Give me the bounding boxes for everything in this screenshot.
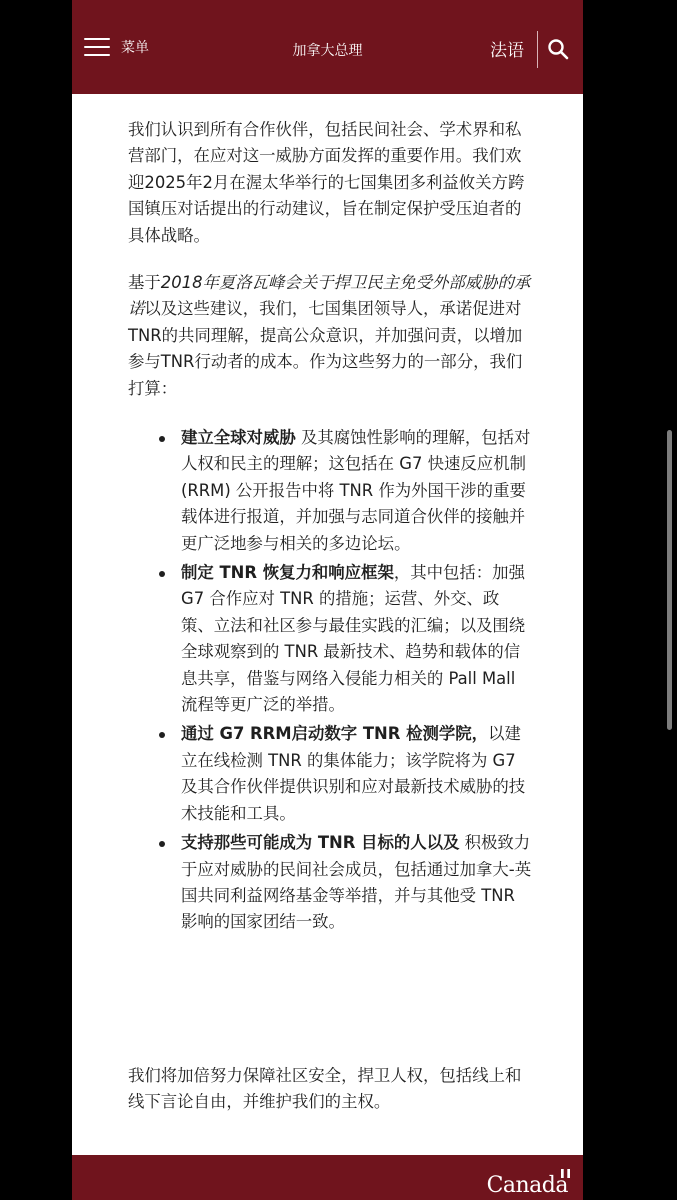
paragraph-closing: 我们将加倍努力保障社区安全，捍卫人权，包括线上和线下言论自由，并维护我们的主权。 xyxy=(128,1066,522,1112)
list-item-text: 及其腐蚀性影响的理解，包括对人权和民主的理解；这包括在 G7 快速反应机制 (RRM) 公开报告中将 TNR 作为外国干涉的重要载体进行报道，并加强与志同道合伙伴的接触并更广泛地参与相关的多边论坛。 xyxy=(181,428,531,553)
footer-bar xyxy=(72,1155,583,1200)
list-item xyxy=(128,830,532,936)
site-title-link[interactable]: 加拿大总理 xyxy=(292,43,363,59)
list-item xyxy=(128,425,532,557)
list-item xyxy=(128,560,532,718)
list-item-text: 以建立在线检测 TNR 的集体能力；该学院将为 G7 及其合作伙伴提供识别和应对最新技术威胁的技术技能和工具。 xyxy=(181,724,526,823)
search-icon[interactable] xyxy=(547,38,569,60)
list-item-bold: 制定 TNR 恢复力和响应框架 xyxy=(181,563,394,583)
paragraph-partners: 我们认识到所有合作伙伴，包括民间社会、学术界和私营部门，在应对这一威胁方面发挥的重要作用。我们欢迎2025年2月在渥太华举行的七国集团多利益攸关方跨国镇压对话提出的行动建议，旨在制定保护受压迫者的具体战略。 xyxy=(128,120,525,245)
top-navigation-bar xyxy=(72,0,583,94)
paragraph-commitment xyxy=(128,270,532,402)
language-toggle[interactable]: 法语 xyxy=(490,41,524,61)
list-item-bold: 支持那些可能成为 TNR 目标的人以及 xyxy=(181,833,460,853)
list-item xyxy=(128,721,532,827)
hamburger-icon xyxy=(84,38,110,56)
menu-label: 菜单 xyxy=(121,40,149,56)
scrollbar[interactable] xyxy=(667,430,672,730)
action-list xyxy=(128,425,532,936)
list-item-text: ，其中包括：加强 G7 合作应对 TNR 的措施；运营、外交、政策、立法和社区参与最佳实践的汇编；以及围绕全球观察到的 TNR 最新技术、趋势和载体的信息共享，借鉴与网络入侵能力相关的 Pall Mall 流程等更广泛的举措。 xyxy=(181,563,526,715)
list-item-text: 积极致力于应对威胁的民间社会成员，包括通过加拿大-英国共同利益网络基金等举措，并与其他受 TNR 影响的国家团结一致。 xyxy=(181,833,532,932)
header-divider xyxy=(537,31,538,68)
page xyxy=(72,0,583,1200)
list-item-bold: 建立全球对威胁 xyxy=(181,428,296,447)
p2-after: 以及这些建议，我们，七国集团领导人，承诺促进对TNR的共同理解，提高公众意识，并加强问责，以增加参与TNR行动者的成本。作为这些努力的一部分，我们打算： xyxy=(128,299,523,398)
canada-wordmark: Canada xyxy=(486,1173,568,1198)
menu-button[interactable] xyxy=(84,37,149,57)
list-item-bold: 通过 G7 RRM启动数字 TNR 检测学院， xyxy=(181,724,489,744)
charlevoix-commitment-link[interactable]: 2018年夏洛瓦峰会关于捍卫民主免受外部威胁的承诺 xyxy=(128,273,531,319)
p2-before: 基于 xyxy=(128,273,161,292)
